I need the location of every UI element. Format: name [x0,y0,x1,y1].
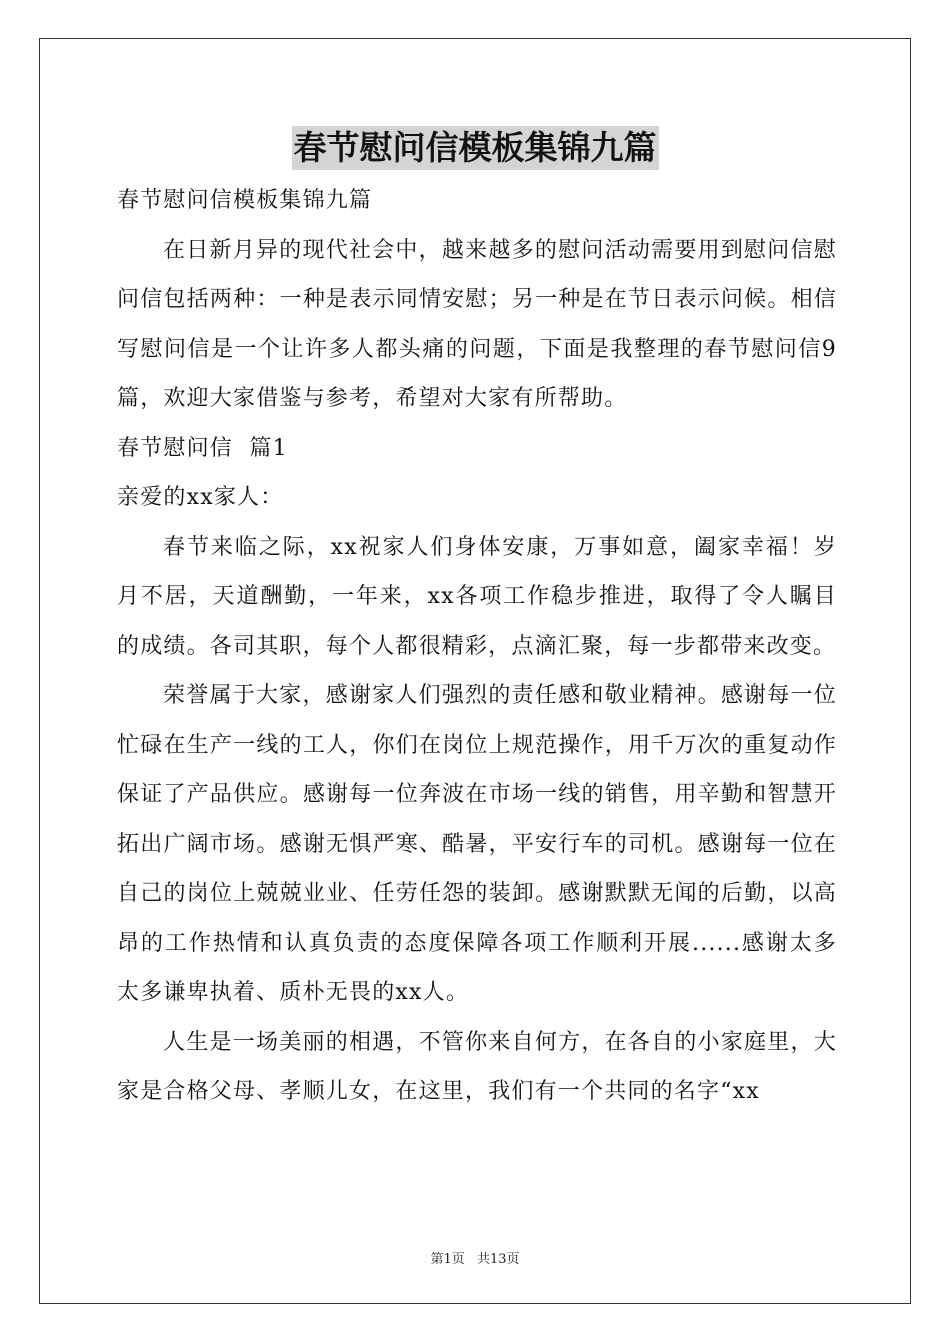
page-footer [0,1248,950,1267]
title-container [0,126,950,170]
paragraph: 在日新月异的现代社会中，越来越多的慰问活动需要用到慰问信慰问信包括两种：一种是表示同情安慰；另一种是在节日表示问候。相信写慰问信是一个让许多人都头痛的问题，下面是我整理的春节慰问信9篇，欢迎大家借鉴与参考，希望对大家有所帮助。 [117,237,837,411]
paragraph: 荣誉属于大家，感谢家人们强烈的责任感和敬业精神。感谢每一位忙碌在生产一线的工人，你们在岗位上规范操作，用千万次的重复动作保证了产品供应。感谢每一位奔波在市场一线的销售，用辛勤和智慧开拓出广阔市场。感谢无惧严寒、酷暑，平安行车的司机。感谢每一位在自己的岗位上兢兢业业、任劳任怨的装卸。感谢默默无闻的后勤，以高昂的工作热情和认真负责的态度保障各项工作顺利开展......感谢太多太多谦卑执着、质朴无畏的xx人。 [117,683,837,1005]
document-title: 春节慰问信模板集锦九篇 [292,126,659,170]
document-body [117,176,837,1117]
salutation: 亲爱的xx家人： [117,485,284,510]
paragraph: 春节慰问信模板集锦九篇 [117,188,373,213]
page-number: 第1页 [430,1252,465,1267]
section-heading: 春节慰问信 篇1 [117,435,288,461]
paragraph: 春节来临之际，xx祝家人们身体安康，万事如意，阖家幸福！岁月不居，天道酬勤，一年来，xx各项工作稳步推进，取得了令人瞩目的成绩。各司其职，每个人都很精彩，点滴汇聚，每一步都带来改变。 [117,534,837,659]
page-total: 共13页 [476,1252,520,1267]
paragraph: 人生是一场美丽的相遇，不管你来自何方，在各自的小家庭里，大家是合格父母、孝顺儿女，在这里，我们有一个共同的名字“xx [117,1029,837,1104]
